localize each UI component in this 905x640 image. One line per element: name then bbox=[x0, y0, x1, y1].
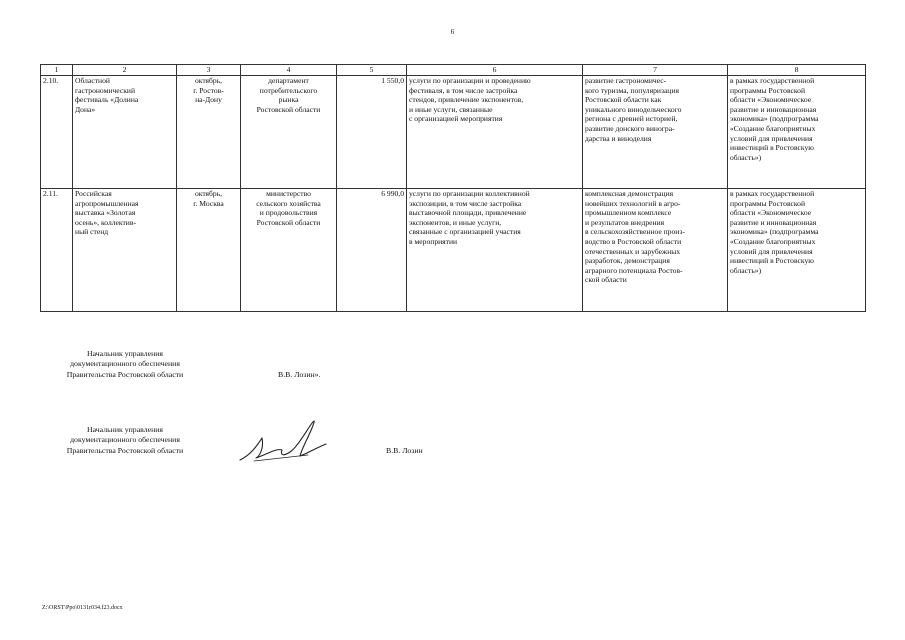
cell-line: промышленном комплексе bbox=[585, 208, 672, 218]
column-header: 1 bbox=[41, 65, 73, 76]
column-header: 8 bbox=[728, 65, 866, 76]
signature-title-line: Начальник управления bbox=[86, 349, 164, 358]
cell-line: Дона» bbox=[75, 104, 96, 114]
signature-title-line: Начальник управления bbox=[86, 425, 164, 434]
cell-line: области «Экономическое bbox=[730, 95, 812, 105]
cell-line: новейших технологий в агро- bbox=[585, 198, 681, 208]
cell-line: осень», коллектив- bbox=[75, 217, 136, 227]
cell-line: аграрного потенциала Ростов- bbox=[585, 265, 683, 275]
goals-description bbox=[583, 189, 728, 312]
cell-line: услуги по организации коллективной bbox=[409, 189, 530, 198]
handwritten-signature bbox=[232, 414, 332, 466]
organizer bbox=[241, 76, 337, 189]
cell-line: Ростовской области как bbox=[585, 95, 662, 105]
cell-line: выставка «Золотая bbox=[75, 208, 136, 218]
table-row bbox=[41, 76, 866, 189]
cell-line: программы Ростовской bbox=[730, 198, 806, 208]
column-header: 7 bbox=[583, 65, 728, 76]
cell-line: в мероприятии bbox=[409, 236, 458, 246]
cell-line: агропромышленная bbox=[75, 198, 139, 208]
column-header: 3 bbox=[177, 65, 241, 76]
cell-line: область») bbox=[730, 265, 762, 275]
cell-line: в сельскохозяйственное произ- bbox=[585, 227, 685, 237]
date-place bbox=[177, 76, 241, 189]
cell-line: развитие и инновационная bbox=[730, 104, 817, 114]
cell-line: фестиваль «Долина bbox=[75, 95, 139, 105]
events-table bbox=[40, 64, 866, 312]
cell-line: области «Экономическое bbox=[730, 208, 812, 218]
cell-line: экспозиции, в том числе застройка bbox=[409, 198, 522, 208]
cell-line: условий для привлечения bbox=[730, 246, 813, 256]
cell-line: инвестиций в Ростовскую bbox=[730, 143, 814, 153]
services-description bbox=[407, 189, 583, 312]
cell-line: ный стенд bbox=[75, 227, 109, 237]
cell-line: Областной bbox=[75, 76, 110, 85]
cell-line: дарства и виноделия bbox=[585, 133, 652, 143]
row-number: 2.11. bbox=[41, 189, 73, 312]
cell-line: в рамках государственной bbox=[730, 189, 815, 198]
footer-file-path: Z:\ORST\Ppo\0131r034.f23.docx bbox=[42, 605, 123, 611]
cell-line: фестиваля, в том числе застройка bbox=[409, 85, 518, 95]
cell-line: октябрь, bbox=[194, 189, 223, 198]
signature-block-2-name: В.В. Лозин bbox=[386, 446, 423, 455]
table-row bbox=[41, 189, 866, 312]
header-row bbox=[41, 65, 866, 76]
cell-line: ской области bbox=[585, 275, 627, 285]
cell-line: в рамках государственной bbox=[730, 76, 815, 85]
cell-line: «Создание благоприятных bbox=[730, 123, 816, 133]
cell-line: Российская bbox=[75, 189, 112, 198]
services-description bbox=[407, 76, 583, 189]
cell-line: программы Ростовской bbox=[730, 85, 806, 95]
program-description bbox=[728, 76, 866, 189]
cell-line: г. Москва bbox=[193, 198, 224, 208]
cell-line: экономика» (подпрограмма bbox=[730, 227, 819, 237]
cell-line: региона с древней историей, bbox=[585, 114, 678, 124]
amount: 1 550,0 bbox=[337, 76, 407, 189]
signature-title-line: Правительства Ростовской области bbox=[66, 369, 184, 379]
cell-line: водство в Ростовской области bbox=[585, 236, 682, 246]
cell-line: Ростовской области bbox=[256, 217, 321, 227]
signature-title-line: документационного обеспечения bbox=[70, 435, 180, 445]
cell-line: выставочной площади, привлечение bbox=[409, 208, 527, 218]
cell-line: потребительского bbox=[259, 85, 318, 95]
column-header: 5 bbox=[337, 65, 407, 76]
signature-block-1-name: В.В. Лозин». bbox=[278, 370, 321, 379]
signature-title-line: документационного обеспечения bbox=[70, 359, 180, 369]
event-name bbox=[73, 76, 177, 189]
cell-line: стендов, привлечение экспонентов, bbox=[409, 95, 524, 105]
cell-line: развитие гастрономичес- bbox=[585, 76, 667, 85]
cell-line: комплексная демонстрация bbox=[585, 189, 674, 198]
column-header: 2 bbox=[73, 65, 177, 76]
cell-line: инвестиций в Ростовскую bbox=[730, 256, 814, 266]
cell-line: экспонентов, и иные услуги, bbox=[409, 217, 502, 227]
row-number: 2.10. bbox=[41, 76, 73, 189]
cell-line: на-Дону bbox=[195, 95, 222, 105]
cell-line: экономика» (подпрограмма bbox=[730, 114, 819, 124]
amount: 6 990,0 bbox=[337, 189, 407, 312]
cell-line: министерство bbox=[266, 189, 311, 198]
cell-line: отечественных и зарубежных bbox=[585, 246, 681, 256]
cell-line: рынка bbox=[278, 95, 299, 105]
cell-line: с организацией мероприятия bbox=[409, 114, 503, 124]
cell-line: кого туризма, популяризация bbox=[585, 85, 679, 95]
cell-line: и результатов внедрения bbox=[585, 217, 665, 227]
cell-line: и продовольствия bbox=[259, 208, 318, 218]
cell-line: развитие и инновационная bbox=[730, 217, 817, 227]
signature-title-line: Правительства Ростовской области bbox=[66, 445, 184, 455]
page-number: 6 bbox=[450, 28, 455, 36]
program-description bbox=[728, 189, 866, 312]
goals-description bbox=[583, 76, 728, 189]
organizer bbox=[241, 189, 337, 312]
cell-line: октябрь, bbox=[194, 76, 223, 85]
signature-block-1-title bbox=[40, 349, 210, 380]
cell-line: разработок, демонстрация bbox=[585, 256, 670, 266]
cell-line: и иные услуги, связанные bbox=[409, 104, 493, 114]
cell-line: связанные с организацией участия bbox=[409, 227, 521, 237]
cell-line: развитие донского виногра- bbox=[585, 123, 675, 133]
cell-line: департамент bbox=[268, 76, 309, 85]
date-place bbox=[177, 189, 241, 312]
cell-line: услуги по организации и проведению bbox=[409, 76, 531, 85]
column-header: 6 bbox=[407, 65, 583, 76]
event-name bbox=[73, 189, 177, 312]
signature-block-2-title bbox=[40, 425, 210, 456]
cell-line: область») bbox=[730, 152, 762, 162]
cell-line: уникального винодельческого bbox=[585, 104, 682, 114]
cell-line: г. Ростов- bbox=[193, 85, 224, 95]
cell-line: гастрономический bbox=[75, 85, 136, 95]
cell-line: «Создание благоприятных bbox=[730, 236, 816, 246]
column-header: 4 bbox=[241, 65, 337, 76]
cell-line: Ростовской области bbox=[256, 104, 321, 114]
cell-line: сельского хозяйства bbox=[256, 198, 321, 208]
cell-line: условий для привлечения bbox=[730, 133, 813, 143]
